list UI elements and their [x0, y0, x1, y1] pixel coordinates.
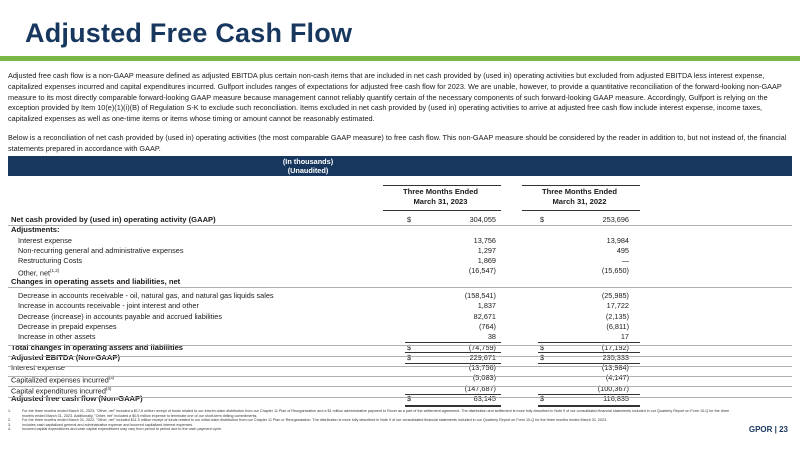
row-label: Increase in other assets — [18, 332, 96, 342]
row-label-text: Other, net — [18, 268, 51, 278]
value-q1-2023: 304,055 — [469, 215, 496, 224]
row-label: Interest expense — [11, 363, 65, 373]
footnote — [8, 427, 738, 432]
value-q1-2022: (4,147) — [605, 373, 629, 383]
table-header-band — [8, 156, 792, 176]
row-separator — [8, 366, 792, 367]
value-q1-2022: — — [621, 256, 629, 266]
row-label: Total changes in operating assets and liabilities — [11, 342, 184, 352]
row-separator — [8, 345, 792, 346]
row-label-text: Capitalized expenses incurred — [11, 375, 109, 385]
subtotal-rule-b — [538, 352, 640, 353]
intro-paragraph-1: Adjusted free cash flow is a non-GAAP measure defined as adjusted EBITDA plus certain non-cash items that are included in net cash provided by (used in) operating activities but excluded from adjusted EBITDA less interest expense, capitalized expenses incurred and capital expenditures incurred. Gulfport includes ranges of expectations for adjusted free cash flow for 2023. We are unable, however, to provide a quantitative reconciliation of the forward-looking non-GAAP measure to its most directly comparable forward-looking GAAP measure because management cannot reliably quantify certain of the necessary components of such forward-looking GAAP measure. Accordingly, Gulfport is relying on the exception provided by Item 10(e)(1)(i)(B) of Regulation S-K to exclude such reconciliation. Items excluded in net cash provided by (used in) operating activities to arrive at adjusted free cash flow include interest expense, income taxes, capitalized expenses as well as one-time items or items whose timing or amount cannot be reasonably estimated. — [8, 71, 782, 124]
row-separator — [8, 397, 792, 398]
value-q1-2023: (764) — [478, 321, 496, 331]
row-label: Decrease in prepaid expenses — [18, 321, 117, 331]
value-q1-2023: 229,671 — [469, 352, 496, 362]
subtotal-rule-b — [538, 342, 640, 343]
row-label: Adjusted EBITDA (Non-GAAP) — [11, 352, 120, 362]
value-q1-2023: (74,759) — [468, 342, 496, 352]
table-row — [8, 225, 668, 235]
column-header-date: March 31, 2022 — [552, 197, 607, 206]
value-q1-2023: (16,547) — [468, 266, 496, 276]
currency-symbol: $ — [407, 215, 412, 224]
column-b-top-rule — [522, 185, 640, 186]
value-q1-2022: (2,135) — [605, 311, 629, 321]
row-label: Adjustments: — [11, 225, 60, 235]
column-a-header-underline — [383, 210, 501, 211]
value-q1-2022: 13,984 — [606, 235, 629, 245]
column-header-q1-2022 — [522, 187, 637, 207]
value-q1-2023: 1,837 — [477, 301, 496, 311]
column-header-period: Three Months Ended — [402, 187, 479, 196]
value-q1-2022: 17 — [620, 332, 629, 342]
footnote-number: 1. — [8, 409, 12, 413]
value-q1-2023: 82,671 — [473, 311, 496, 321]
table-row — [8, 215, 668, 225]
currency-symbol: $ — [407, 352, 412, 362]
row-label: Adjusted free cash flow (Non-GAAP) — [11, 394, 143, 404]
row-label: Decrease (increase) in accounts payable and accrued liabilities — [18, 311, 223, 321]
row-separator — [8, 287, 792, 288]
footnote-text: Incurred capital expenditures and cash capital expenditures may vary from period to period due to the cash payment cycle. — [22, 427, 223, 432]
footnote-text: For the three months ended March 31, 2023, "Other, net" included a $17.8 million receipt of funds related to our interim claim distribution from our Chapter 11 Plan of Reorganization and a $1 million administrative payment to Rover as a part of the settlement agreement. The distribution and settlement is more fully described in Note 9 of our consolidated financial statements included in our Quarterly Report on Form 10-Q for the three months ended March 31, 2023. Additionally, "Other, net" included a $0.5 million expense to terminate one of our short-term drilling commitments. — [22, 409, 730, 418]
currency-symbol: $ — [407, 342, 412, 352]
table-row — [8, 322, 668, 332]
value-q1-2023: 1,297 — [477, 245, 496, 255]
row-label: Changes in operating assets and liabilities, net — [11, 276, 181, 286]
footnote-text: Includes cash capitalized general and administrative expense and incurred capitalized interest expenses. — [22, 422, 194, 427]
row-separator — [8, 376, 792, 377]
row-label: Non-recurring general and administrative expenses — [18, 245, 184, 255]
footnote — [8, 409, 738, 418]
total-rule-a — [405, 394, 501, 395]
subtotal-rule-a — [405, 342, 501, 343]
value-q1-2022: (13,984) — [601, 363, 629, 373]
column-b-header-underline — [522, 210, 640, 211]
column-a-top-rule — [383, 185, 501, 186]
value-q1-2023: (158,541) — [464, 291, 496, 301]
table-row — [8, 373, 668, 383]
value-q1-2023: 1,869 — [477, 256, 496, 266]
value-q1-2022: (25,985) — [601, 291, 629, 301]
table-row — [8, 291, 668, 301]
table-row — [8, 363, 668, 373]
currency-symbol: $ — [540, 352, 545, 362]
title-accent-rule — [0, 56, 800, 61]
value-q1-2023: (5,083) — [472, 373, 496, 383]
table-row — [8, 277, 668, 287]
row-label: Interest expense — [18, 235, 72, 245]
column-header-period: Three Months Ended — [541, 187, 618, 196]
subtotal-rule-a — [405, 352, 501, 353]
subtotal-rule-a — [405, 363, 501, 364]
table-row — [8, 266, 668, 276]
units-label: (In thousands) — [282, 157, 334, 166]
value-q1-2022: 235,333 — [602, 352, 629, 362]
table-row — [8, 301, 668, 311]
row-label: Decrease in accounts receivable - oil, natural gas, and natural gas liquids sales — [18, 291, 274, 301]
currency-symbol: $ — [407, 394, 412, 404]
value-q1-2023: 63,145 — [473, 394, 496, 404]
footnote-ref: (4) — [105, 385, 112, 391]
currency-symbol: $ — [540, 215, 545, 224]
value-q1-2022: 116,835 — [603, 394, 629, 404]
row-label: Increase in accounts receivable - joint interest and other — [18, 301, 199, 311]
total-rule-b — [538, 394, 640, 395]
table-row — [8, 256, 668, 266]
table-row — [8, 246, 668, 256]
row-separator — [8, 356, 792, 357]
total-double-rule-b — [538, 405, 640, 407]
row-label: Restructuring Costs — [18, 256, 83, 266]
footnote-text: For the three months ended March 31, 2022, "Other, net" included $11.5 million receipt of funds related to our initial claim distribution from our Chapter 11 Plan or Reorganization. The distribution is more fully described in Note 9 of our consolidated financial statements included in our Quarterly Report on Form 10-Q for the three months ended March 31, 2023. — [22, 418, 608, 423]
value-q1-2023: (147,687) — [464, 383, 496, 393]
footnote-number: 4. — [8, 427, 12, 432]
value-q1-2022: 495 — [616, 245, 629, 255]
value-q1-2022: (17,192) — [601, 342, 629, 352]
footnote-ref: (3) — [108, 375, 115, 381]
footnote-number: 2. — [8, 418, 12, 423]
row-separator — [8, 386, 792, 387]
row-separator — [8, 225, 792, 226]
row-label: Net cash provided by (used in) operating activity (GAAP) — [11, 215, 216, 224]
value-q1-2022: 17,722 — [606, 301, 629, 311]
value-q1-2023: 13,756 — [473, 235, 496, 245]
intro-paragraph-2: Below is a reconciliation of net cash provided by (used in) operating activities (the most comparable GAAP measure) to free cash flow. This non-GAAP measure should be considered by the reader in addition to, but not instead of, the financial statements prepared in accordance with GAAP. — [8, 132, 787, 153]
page-number: GPOR | 23 — [748, 425, 788, 434]
value-q1-2023: 38 — [487, 332, 496, 342]
table-row — [8, 353, 668, 363]
footnote-number: 3. — [8, 422, 12, 427]
subtotal-rule-b — [538, 363, 640, 364]
row-label-text: Capital expenditures incurred — [11, 386, 106, 396]
intro-text — [8, 71, 792, 155]
value-q1-2023: (13,756) — [468, 363, 496, 373]
audit-label: (Unaudited) — [287, 166, 329, 175]
value-q1-2022: (100,367) — [597, 383, 629, 393]
value-q1-2022: (6,811) — [606, 321, 629, 331]
currency-symbol: $ — [540, 342, 545, 352]
column-header-q1-2023 — [383, 187, 498, 207]
table-row — [8, 236, 668, 246]
table-row — [8, 312, 668, 322]
currency-symbol: $ — [540, 394, 545, 404]
column-header-date: March 31, 2023 — [413, 197, 468, 206]
footnotes — [8, 409, 738, 432]
table-row — [8, 394, 668, 404]
page-title: Adjusted Free Cash Flow — [25, 18, 353, 48]
total-double-rule-a — [405, 405, 501, 407]
footnote-ref: (1,2) — [50, 268, 60, 274]
value-q1-2022: 253,696 — [602, 215, 629, 224]
value-q1-2022: (15,650) — [601, 266, 629, 276]
